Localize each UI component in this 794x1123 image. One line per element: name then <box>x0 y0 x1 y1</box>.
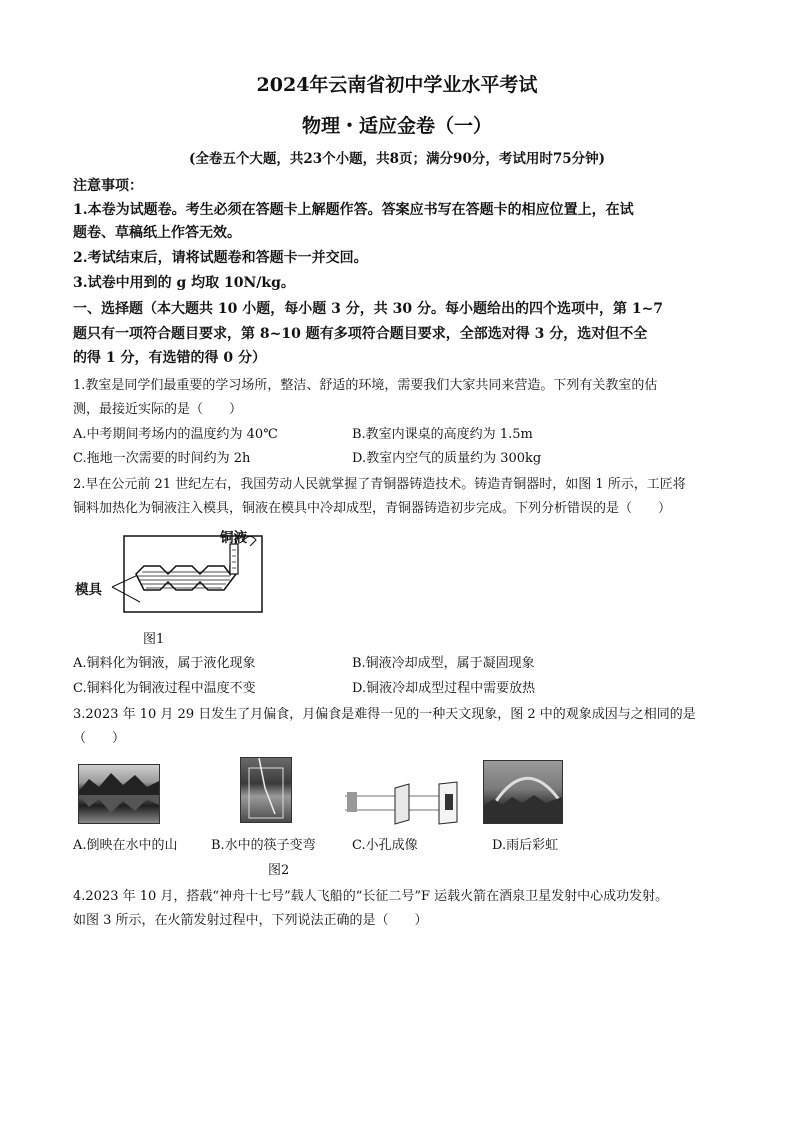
q3-option-b: B.水中的筷子变弯 <box>211 838 316 853</box>
q2-option-a: A.铜料化为铜液，属于液化现象 <box>73 656 256 671</box>
q3-option-c: C.小孔成像 <box>352 838 418 853</box>
mountain-reflection-image <box>78 764 160 824</box>
section-1-line-2: 题只有一项符合题目要求，第 8~10 题有多项符合题目要求，全部选对得 3 分，选对但不全 <box>73 326 648 342</box>
figure-1-caption: 图1 <box>143 632 165 647</box>
q1-option-a: A.中考期间考场内的温度约为 40℃ <box>73 427 278 442</box>
q1-stem-line-2: 测，最接近实际的是（ ） <box>73 402 243 417</box>
q4-stem-line-1: 4.2023 年 10 月，搭载“神舟十七号”载人飞船的“长征二号”F 运载火箭在酒泉卫星发射中心成功发射。 <box>73 889 669 904</box>
notes-heading: 注意事项： <box>73 178 143 194</box>
section-1-line-3: 的得 1 分，有选错的得 0 分） <box>73 350 266 366</box>
exam-info: (全卷五个大题，共23个小题，共8页；满分90分，考试用时75分钟) <box>188 151 606 167</box>
q4-stem-line-2: 如图 3 所示，在火箭发射过程中，下列说法正确的是（ ） <box>73 913 428 928</box>
q3-option-a: A.倒映在水中的山 <box>73 838 178 853</box>
q1-option-c: C.拖地一次需要的时间约为 2h <box>73 451 251 466</box>
q2-option-b: B.铜液冷却成型，属于凝固现象 <box>352 656 535 671</box>
q1-stem-line-1: 1.教室是同学们最重要的学习场所，整洁、舒适的环境，需要我们大家共同来营造。下列有关教室的估 <box>73 378 658 393</box>
q2-option-c: C.铜料化为铜液过程中温度不变 <box>73 681 256 696</box>
note-2: 2.考试结束后，请将试题卷和答题卡一并交回。 <box>73 250 368 266</box>
q2-stem-line-1: 2.早在公元前 21 世纪左右，我国劳动人民就掌握了青铜器铸造技术。铸造青铜器时，如图 1 所示，工匠将 <box>73 477 686 492</box>
note-1-line-1: 1.本卷为试题卷。考生必须在答题卡上解题作答。答案应书写在答题卡的相应位置上，在试 <box>73 202 634 218</box>
figure-1-label-liquid: 铜液 <box>220 530 247 546</box>
note-3: 3.试卷中用到的 g 均取 10N/kg。 <box>73 275 295 291</box>
chopsticks-in-water-image <box>240 757 292 823</box>
q2-option-d: D.铜液冷却成型过程中需要放热 <box>352 681 536 696</box>
q2-stem-line-2: 铜料加热化为铜液注入模具，铜液在模具中冷却成型，青铜器铸造初步完成。下列分析错误的是（ ） <box>73 501 672 516</box>
rainbow-after-rain-image <box>483 760 563 824</box>
figure-2-caption: 图2 <box>268 863 290 878</box>
pinhole-camera-diagram <box>343 780 468 826</box>
figure-1-label-mold: 模具 <box>75 582 102 598</box>
q3-option-d: D.雨后彩虹 <box>492 838 559 853</box>
q1-option-d: D.教室内空气的质量约为 300kg <box>352 451 542 466</box>
note-1-line-2: 题卷、草稿纸上作答无效。 <box>73 225 241 241</box>
section-1-line-1: 一、选择题（本大题共 10 小题，每小题 3 分，共 30 分。每小题给出的四个选项中，第 1~7 <box>73 301 664 317</box>
exam-title: 2024年云南省初中学业水平考试 <box>256 74 538 96</box>
q3-stem-line-1: 3.2023 年 10 月 29 日发生了月偏食，月偏食是难得一见的一种天文现象，图 2 中的观象成因与之相同的是 <box>73 707 696 722</box>
q3-stem-line-2: （ ） <box>73 731 126 746</box>
q1-option-b: B.教室内课桌的高度约为 1.5m <box>352 427 533 442</box>
exam-subtitle: 物理・适应金卷（一） <box>301 115 492 137</box>
